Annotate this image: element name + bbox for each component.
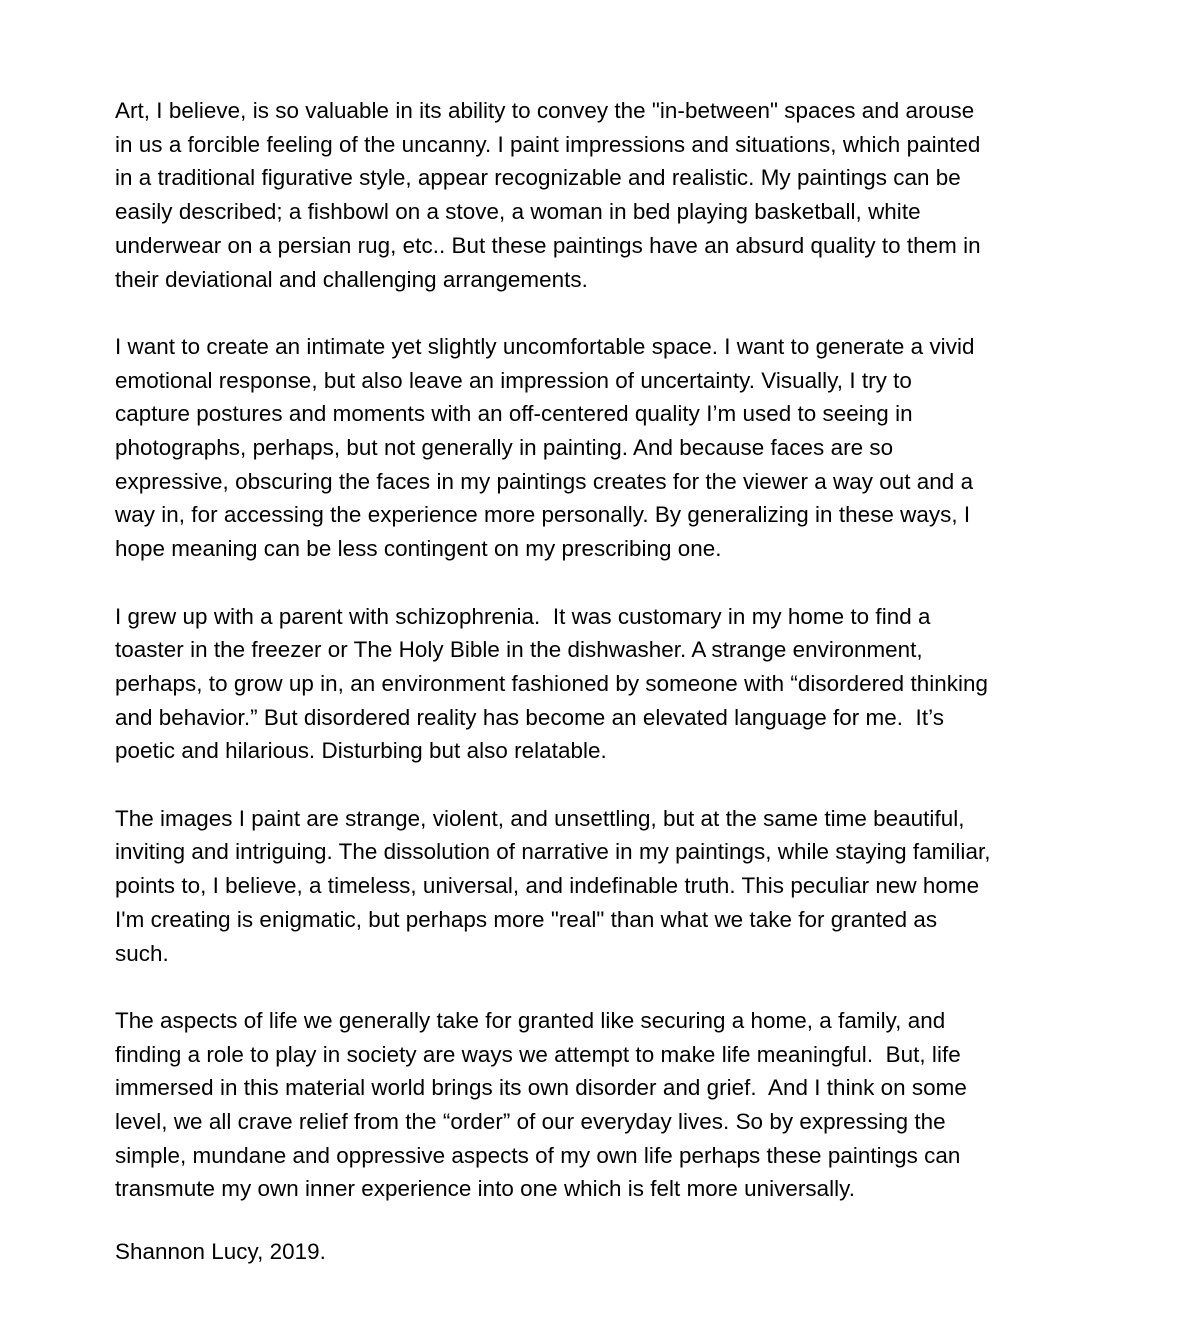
paragraph-line: their deviational and challenging arrangements.	[115, 266, 588, 292]
paragraph-1	[115, 94, 1075, 296]
paragraph-line: poetic and hilarious. Disturbing but also relatable.	[115, 738, 607, 764]
paragraph-line: way in, for accessing the experience more personally. By generalizing in these ways, I	[115, 502, 971, 528]
paragraph-line: emotional response, but also leave an impression of uncertainty. Visually, I try to	[115, 367, 912, 393]
paragraph-line: points to, I believe, a timeless, universal, and indefinable truth. This peculiar new home	[115, 873, 980, 899]
paragraph-line: toaster in the freezer or The Holy Bible in the dishwasher. A strange environment,	[115, 637, 923, 663]
paragraph-line: The aspects of life we generally take for granted like securing a home, a family, and	[115, 1007, 946, 1033]
document-page	[115, 94, 1075, 1264]
paragraph-line: hope meaning can be less contingent on my prescribing one.	[115, 536, 722, 562]
paragraph-line: easily described; a fishbowl on a stove, a woman in bed playing basketball, white	[115, 199, 921, 225]
paragraph-line: The images I paint are strange, violent, and unsettling, but at the same time beautiful,	[115, 805, 965, 831]
paragraph-line: Art, I believe, is so valuable in its ability to convey the "in-between" spaces and arouse	[115, 98, 975, 123]
paragraph-line: simple, mundane and oppressive aspects of my own life perhaps these paintings can	[115, 1142, 961, 1168]
paragraph-3	[115, 600, 1075, 769]
paragraph-line: finding a role to play in society are ways we attempt to make life meaningful. But, life	[115, 1041, 961, 1067]
paragraph-line: transmute my own inner experience into one which is felt more universally.	[115, 1176, 856, 1202]
paragraph-line: level, we all crave relief from the “order” of our everyday lives. So by expressing the	[115, 1109, 946, 1135]
paragraph-line: I want to create an intimate yet slightly uncomfortable space. I want to generate a vivid	[115, 333, 975, 359]
paragraph-2	[115, 330, 1075, 566]
paragraph-line: such.	[115, 940, 169, 966]
paragraph-line: in us a forcible feeling of the uncanny. I paint impressions and situations, which painted	[115, 131, 981, 157]
paragraph-line: underwear on a persian rug, etc.. But these paintings have an absurd quality to them in	[115, 232, 981, 258]
paragraph-line: capture postures and moments with an off-centered quality I’m used to seeing in	[115, 401, 913, 427]
paragraph-line: and behavior.” But disordered reality has become an elevated language for me. It’s	[115, 704, 944, 730]
paragraph-line: immersed in this material world brings its own disorder and grief. And I think on some	[115, 1075, 967, 1101]
paragraph-5	[115, 1004, 1075, 1206]
paragraph-line: photographs, perhaps, but not generally in painting. And because faces are so	[115, 435, 894, 461]
paragraph-line: I grew up with a parent with schizophrenia. It was customary in my home to find a	[115, 603, 931, 629]
paragraph-line: I'm creating is enigmatic, but perhaps more "real" than what we take for granted as	[115, 906, 938, 932]
paragraph-line: inviting and intriguing. The dissolution of narrative in my paintings, while staying familiar,	[115, 839, 991, 865]
paragraph-line: perhaps, to grow up in, an environment fashioned by someone with “disordered thinking	[115, 670, 989, 696]
paragraph-line: in a traditional figurative style, appear recognizable and realistic. My paintings can be	[115, 165, 961, 191]
paragraph-line: expressive, obscuring the faces in my paintings creates for the viewer a way out and a	[115, 468, 974, 494]
paragraph-4	[115, 802, 1075, 971]
signature: Shannon Lucy, 2019.	[115, 1239, 326, 1264]
